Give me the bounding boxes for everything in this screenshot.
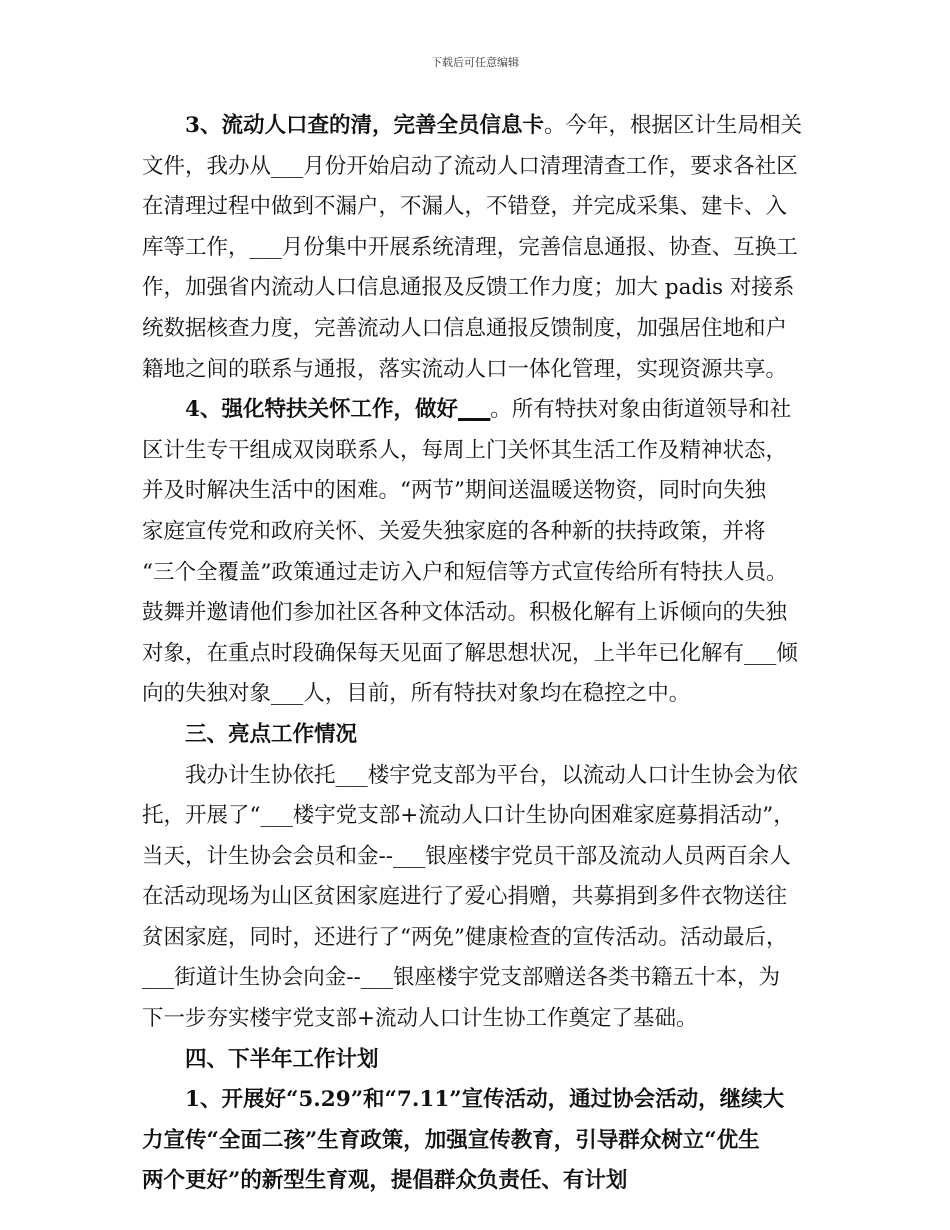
text-segment: 文件，我办从___月份开始启动了流动人口清理清查工作，要求各社区 xyxy=(142,153,798,179)
text-segment: 库等工作，___月份集中开展系统清理，完善信息通报、协查、互换工 xyxy=(142,234,798,260)
text-segment: 对象，在重点时段确保每天见面了解思想状况，上半年已化解有___倾 xyxy=(142,640,798,666)
text-line xyxy=(142,756,818,797)
text-segment: 在清理过程中做到不漏户，不漏人，不错登，并完成采集、建卡、入 xyxy=(142,194,788,220)
text-segment: 鼓舞并邀请他们参加社区各种文体活动。积极化解有上诉倾向的失独 xyxy=(142,600,788,626)
bold-text-segment: ___ xyxy=(457,397,491,423)
text-line xyxy=(142,187,818,228)
text-line xyxy=(142,309,818,350)
text-segment: 当天，计生协会会员和金--___银座楼宇党员干部及流动人员两百余人 xyxy=(142,843,791,869)
text-line xyxy=(142,1040,818,1081)
text-segment: 并及时解决生活中的困难。“两节”期间送温暖送物资，同时向失独 xyxy=(142,478,766,504)
text-line xyxy=(142,390,818,431)
text-segment: 统数据核查力度，完善流动人口信息通报反馈制度，加强居住地和户 xyxy=(142,315,788,341)
text-segment: 家庭宣传党和政府关怀、关爱失独家庭的各种新的扶持政策，并将 xyxy=(142,518,766,544)
text-segment: 。今年，根据区计生局相关 xyxy=(543,113,802,138)
text-segment: 。所有特扶对象由街道领导和社 xyxy=(490,397,792,423)
text-line xyxy=(142,1161,818,1202)
bold-text-segment: 三、亮点工作情况 xyxy=(185,721,358,747)
bold-text-segment: 力宣传“全面二孩”生育政策，加强宣传教育，引导群众树立“优生 xyxy=(142,1127,760,1153)
text-line xyxy=(142,593,818,634)
text-line xyxy=(142,553,818,594)
text-segment: 贫困家庭，同时，还进行了“两免”健康检查的宣传活动。活动最后， xyxy=(142,924,788,950)
text-segment: 下一步夯实楼宇党支部+流动人口计生协工作奠定了基础。 xyxy=(142,1006,698,1032)
text-segment: 向的失独对象___人，目前，所有特扶对象均在稳控之中。 xyxy=(142,681,691,707)
text-line xyxy=(142,1080,818,1121)
bold-text-segment: 1、开展好“5.29”和“7.11”宣传活动，通过协会活动，继续大 xyxy=(185,1087,785,1113)
text-line xyxy=(142,471,818,512)
text-segment: 在活动现场为山区贫困家庭进行了爱心捐赠，共募捐到多件衣物送往 xyxy=(142,884,788,910)
bold-text-segment: 四、下半年工作计划 xyxy=(185,1046,379,1072)
text-segment: ___街道计生协会向金--___银座楼宇党支部赠送各类书籍五十本，为 xyxy=(142,965,781,991)
text-line xyxy=(142,715,818,756)
text-segment: 托，开展了“___楼宇党支部+流动人口计生协向困难家庭募捐活动”， xyxy=(142,803,795,829)
text-segment: 作，加强省内流动人口信息通报及反馈工作力度；加大 padis 对接系 xyxy=(142,275,795,301)
bold-text-segment: 3、流动人口查的清，完善全员信息卡 xyxy=(185,113,544,138)
text-segment: “三个全覆盖”政策通过走访入户和短信等方式宣传给所有特扶人员。 xyxy=(142,559,788,585)
bold-text-segment: 4、强化特扶关怀工作，做好 xyxy=(185,397,458,423)
text-line xyxy=(142,1121,818,1162)
text-line xyxy=(142,918,818,959)
text-line xyxy=(142,350,818,391)
text-line xyxy=(142,431,818,472)
text-line xyxy=(142,147,818,188)
text-segment: 籍地之间的联系与通报，落实流动人口一体化管理，实现资源共享。 xyxy=(142,356,788,382)
text-line xyxy=(142,837,818,878)
text-line xyxy=(142,999,818,1040)
text-line xyxy=(142,958,818,999)
text-line xyxy=(142,512,818,553)
page-header: 下载后可任意编辑 xyxy=(431,56,519,69)
text-line xyxy=(142,877,818,918)
text-line xyxy=(142,634,818,675)
text-line xyxy=(142,674,818,715)
text-segment: 区计生专干组成双岗联系人，每周上门关怀其生活工作及精神状态， xyxy=(142,437,788,463)
text-segment: 我办计生协依托___楼宇党支部为平台，以流动人口计生协会为依 xyxy=(185,762,798,788)
text-line xyxy=(142,268,818,309)
text-line xyxy=(142,228,818,269)
text-line xyxy=(142,796,818,837)
bold-text-segment: 两个更好”的新型生育观，提倡群众负责任、有计划 xyxy=(142,1168,628,1194)
text-line xyxy=(142,106,818,147)
document-body xyxy=(142,106,818,1202)
